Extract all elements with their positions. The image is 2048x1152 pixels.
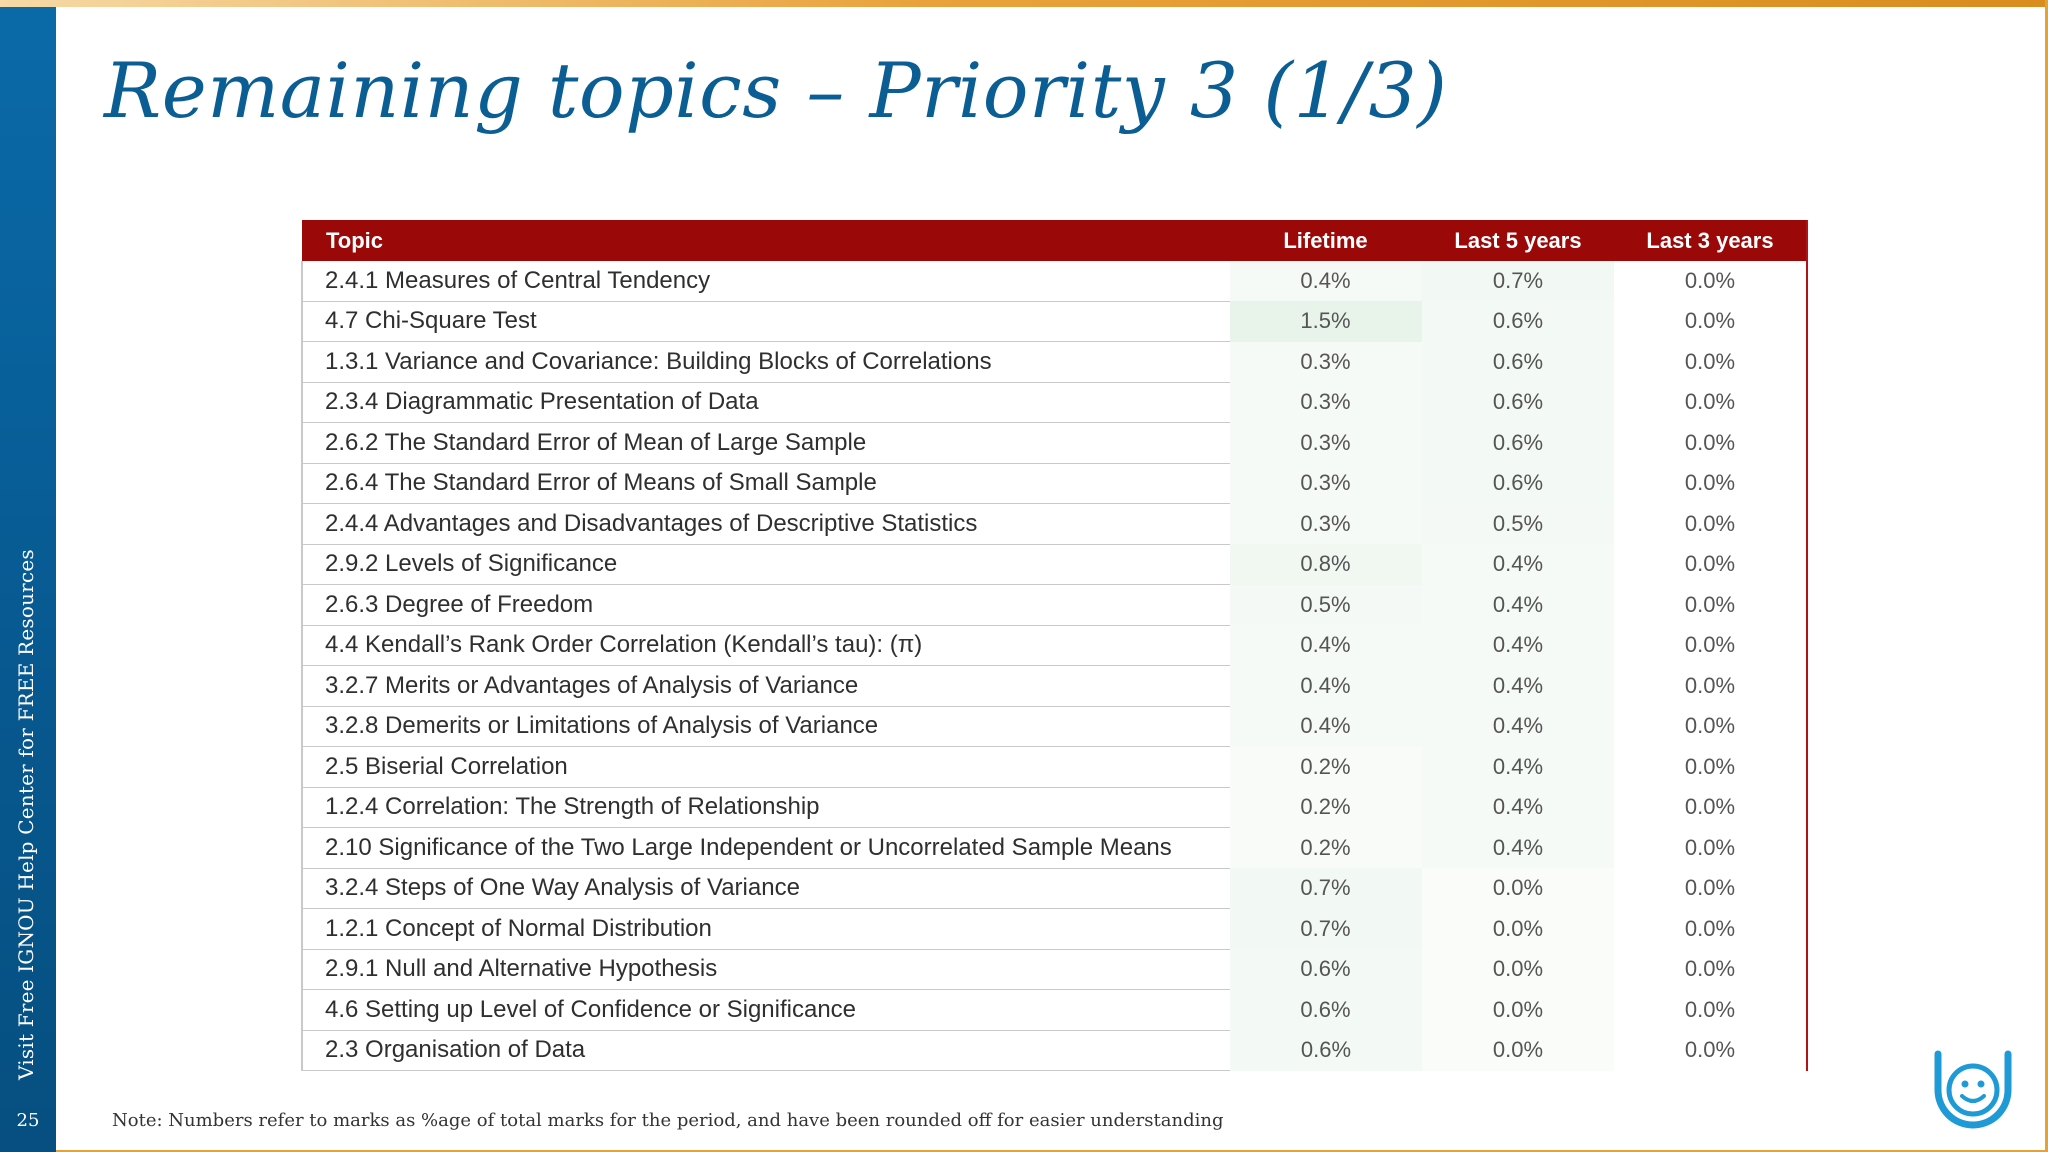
cell-lifetime: 0.3% xyxy=(1230,342,1422,383)
cell-lifetime: 1.5% xyxy=(1230,301,1422,342)
cell-lifetime: 0.2% xyxy=(1230,787,1422,828)
footnote: Note: Numbers refer to marks as %age of total marks for the period, and have been rounded off for easier understanding xyxy=(112,1110,1224,1131)
cell-last5: 0.4% xyxy=(1422,625,1614,666)
cell-last3: 0.0% xyxy=(1614,544,1806,585)
table-row xyxy=(302,504,1806,545)
cell-topic: 3.2.4 Steps of One Way Analysis of Variance xyxy=(302,868,1230,909)
cell-last3: 0.0% xyxy=(1614,747,1806,788)
header-last-3-years: Last 3 years xyxy=(1614,220,1806,261)
table-row xyxy=(302,585,1806,626)
cell-last3: 0.0% xyxy=(1614,463,1806,504)
cell-lifetime: 0.6% xyxy=(1230,1030,1422,1071)
cell-last5: 0.6% xyxy=(1422,382,1614,423)
cell-lifetime: 0.4% xyxy=(1230,666,1422,707)
cell-lifetime: 0.6% xyxy=(1230,949,1422,990)
cell-topic: 3.2.8 Demerits or Limitations of Analysis of Variance xyxy=(302,706,1230,747)
cell-last5: 0.0% xyxy=(1422,949,1614,990)
cell-topic: 2.9.1 Null and Alternative Hypothesis xyxy=(302,949,1230,990)
cell-topic: 4.6 Setting up Level of Confidence or Significance xyxy=(302,990,1230,1031)
cell-last3: 0.0% xyxy=(1614,1030,1806,1071)
cell-last3: 0.0% xyxy=(1614,990,1806,1031)
cell-lifetime: 0.2% xyxy=(1230,747,1422,788)
cell-last5: 0.0% xyxy=(1422,1030,1614,1071)
table-header-row xyxy=(302,220,1806,261)
cell-topic: 2.6.4 The Standard Error of Means of Small Sample xyxy=(302,463,1230,504)
cell-topic: 1.2.4 Correlation: The Strength of Relationship xyxy=(302,787,1230,828)
cell-topic: 2.5 Biserial Correlation xyxy=(302,747,1230,788)
cell-last5: 0.0% xyxy=(1422,990,1614,1031)
cell-last3: 0.0% xyxy=(1614,342,1806,383)
cell-topic: 2.9.2 Levels of Significance xyxy=(302,544,1230,585)
table-row xyxy=(302,990,1806,1031)
cell-last5: 0.7% xyxy=(1422,261,1614,301)
cell-topic: 2.4.1 Measures of Central Tendency xyxy=(302,261,1230,301)
cell-lifetime: 0.7% xyxy=(1230,868,1422,909)
cell-lifetime: 0.3% xyxy=(1230,463,1422,504)
cell-last5: 0.6% xyxy=(1422,342,1614,383)
smiley-face-icon xyxy=(1930,1044,2016,1130)
cell-topic: 3.2.7 Merits or Advantages of Analysis of Variance xyxy=(302,666,1230,707)
cell-last3: 0.0% xyxy=(1614,666,1806,707)
cell-last3: 0.0% xyxy=(1614,301,1806,342)
cell-last5: 0.4% xyxy=(1422,585,1614,626)
cell-last5: 0.4% xyxy=(1422,747,1614,788)
cell-lifetime: 0.4% xyxy=(1230,706,1422,747)
cell-lifetime: 0.3% xyxy=(1230,423,1422,464)
table-body xyxy=(302,261,1806,1071)
cell-topic: 2.10 Significance of the Two Large Independent or Uncorrelated Sample Means xyxy=(302,828,1230,869)
cell-last3: 0.0% xyxy=(1614,625,1806,666)
cell-last3: 0.0% xyxy=(1614,909,1806,950)
table-row xyxy=(302,342,1806,383)
cell-last3: 0.0% xyxy=(1614,504,1806,545)
table-row xyxy=(302,747,1806,788)
slide-title: Remaining topics – Priority 3 (1/3) xyxy=(104,46,1448,135)
header-last-5-years: Last 5 years xyxy=(1422,220,1614,261)
table-row xyxy=(302,301,1806,342)
topics-table xyxy=(301,220,1807,1071)
cell-topic: 2.3.4 Diagrammatic Presentation of Data xyxy=(302,382,1230,423)
cell-last5: 0.0% xyxy=(1422,868,1614,909)
cell-last3: 0.0% xyxy=(1614,382,1806,423)
table-row xyxy=(302,787,1806,828)
cell-last5: 0.6% xyxy=(1422,301,1614,342)
topics-table-container xyxy=(301,220,1808,1071)
cell-lifetime: 0.2% xyxy=(1230,828,1422,869)
cell-lifetime: 0.8% xyxy=(1230,544,1422,585)
table-row xyxy=(302,828,1806,869)
cell-topic: 4.7 Chi-Square Test xyxy=(302,301,1230,342)
table-row xyxy=(302,463,1806,504)
header-topic: Topic xyxy=(302,220,1230,261)
cell-topic: 2.4.4 Advantages and Disadvantages of Descriptive Statistics xyxy=(302,504,1230,545)
cell-topic: 4.4 Kendall’s Rank Order Correlation (Kendall’s tau): (π) xyxy=(302,625,1230,666)
table-row xyxy=(302,382,1806,423)
cell-lifetime: 0.3% xyxy=(1230,382,1422,423)
table-row xyxy=(302,949,1806,990)
cell-last5: 0.4% xyxy=(1422,787,1614,828)
cell-last5: 0.6% xyxy=(1422,423,1614,464)
cell-last5: 0.4% xyxy=(1422,666,1614,707)
table-row xyxy=(302,868,1806,909)
table-row xyxy=(302,544,1806,585)
cell-last5: 0.4% xyxy=(1422,544,1614,585)
sidebar-promo-text: Visit Free IGNOU Help Center for FREE Resources xyxy=(14,549,38,1080)
cell-topic: 2.6.2 The Standard Error of Mean of Large Sample xyxy=(302,423,1230,464)
cell-last5: 0.6% xyxy=(1422,463,1614,504)
cell-last3: 0.0% xyxy=(1614,949,1806,990)
table-row xyxy=(302,625,1806,666)
cell-last5: 0.5% xyxy=(1422,504,1614,545)
top-accent-bar xyxy=(0,0,2048,7)
page-number: 25 xyxy=(16,1110,40,1131)
cell-last3: 0.0% xyxy=(1614,585,1806,626)
table-row xyxy=(302,423,1806,464)
table-row xyxy=(302,666,1806,707)
cell-topic: 2.6.3 Degree of Freedom xyxy=(302,585,1230,626)
cell-last3: 0.0% xyxy=(1614,706,1806,747)
cell-lifetime: 0.4% xyxy=(1230,625,1422,666)
table-row xyxy=(302,909,1806,950)
cell-last5: 0.0% xyxy=(1422,909,1614,950)
table-row xyxy=(302,706,1806,747)
cell-last3: 0.0% xyxy=(1614,423,1806,464)
cell-lifetime: 0.6% xyxy=(1230,990,1422,1031)
cell-last3: 0.0% xyxy=(1614,828,1806,869)
cell-lifetime: 0.7% xyxy=(1230,909,1422,950)
table-row xyxy=(302,1030,1806,1071)
cell-last3: 0.0% xyxy=(1614,787,1806,828)
cell-last3: 0.0% xyxy=(1614,261,1806,301)
table-row xyxy=(302,261,1806,301)
header-lifetime: Lifetime xyxy=(1230,220,1422,261)
cell-last3: 0.0% xyxy=(1614,868,1806,909)
cell-lifetime: 0.3% xyxy=(1230,504,1422,545)
cell-lifetime: 0.5% xyxy=(1230,585,1422,626)
cell-topic: 1.3.1 Variance and Covariance: Building Blocks of Correlations xyxy=(302,342,1230,383)
cell-lifetime: 0.4% xyxy=(1230,261,1422,301)
cell-last5: 0.4% xyxy=(1422,828,1614,869)
cell-topic: 1.2.1 Concept of Normal Distribution xyxy=(302,909,1230,950)
cell-last5: 0.4% xyxy=(1422,706,1614,747)
cell-topic: 2.3 Organisation of Data xyxy=(302,1030,1230,1071)
